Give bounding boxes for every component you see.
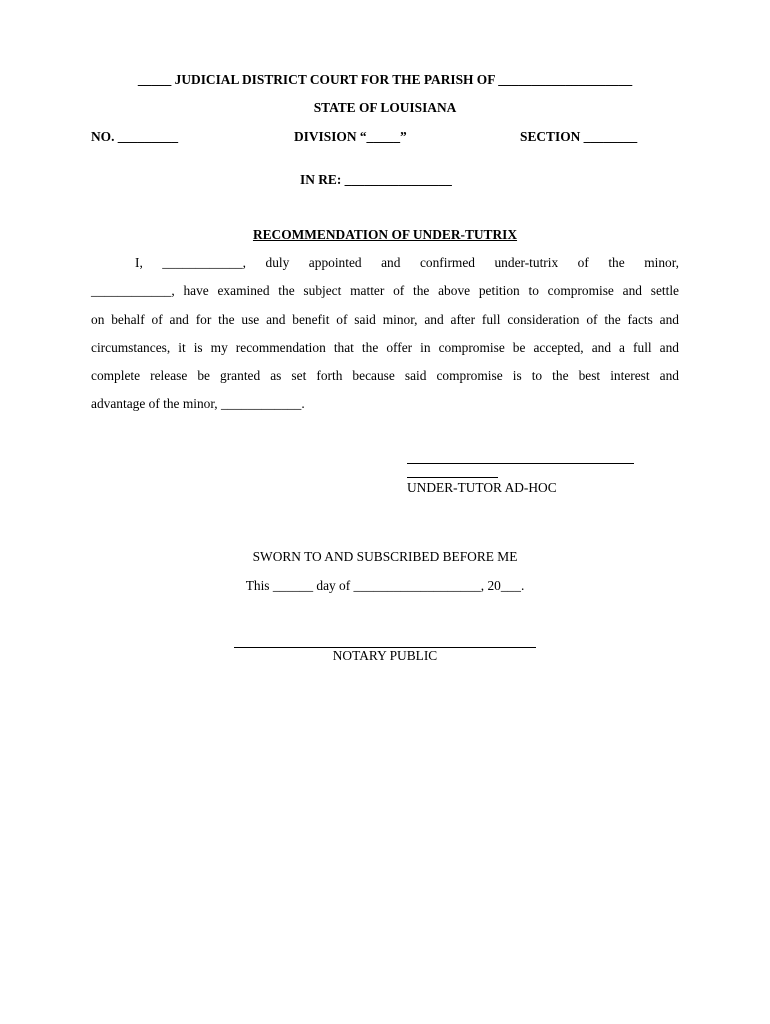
- case-number: NO. _________: [91, 129, 179, 144]
- under-tutor-label: UNDER-TUTOR AD-HOC: [407, 480, 557, 495]
- signature-line: [407, 463, 634, 464]
- body-line-2: ____________, have examined the subject matter of the above petition to compromise and settle: [91, 283, 679, 298]
- sworn-statement: SWORN TO AND SUBSCRIBED BEFORE ME: [252, 549, 518, 564]
- in-re: IN RE: ________________: [300, 172, 452, 187]
- body-line-6: advantage of the minor, ____________.: [91, 396, 305, 411]
- document-title: RECOMMENDATION OF UNDER-TUTRIX: [252, 227, 518, 242]
- date-line: This ______ day of ___________________, 20___.: [245, 578, 525, 593]
- division: DIVISION “_____”: [294, 129, 407, 144]
- signature-line-short: [407, 477, 498, 478]
- body-line-4: circumstances, it is my recommendation that the offer in compromise be accepted, and a full and: [91, 340, 679, 355]
- notary-public-label: NOTARY PUBLIC: [332, 648, 438, 663]
- state-header: STATE OF LOUISIANA: [313, 100, 457, 115]
- section: SECTION ________: [520, 129, 638, 144]
- body-line-3: on behalf of and for the use and benefit of said minor, and after full consideration of the facts and: [91, 312, 679, 327]
- body-line-1: I, ____________, duly appointed and confirmed under-tutrix of the minor,: [135, 255, 679, 270]
- body-line-5: complete release be granted as set forth because said compromise is to the best interest and: [91, 368, 679, 383]
- court-header: _____ JUDICIAL DISTRICT COURT FOR THE PARISH OF ____________________: [137, 72, 633, 87]
